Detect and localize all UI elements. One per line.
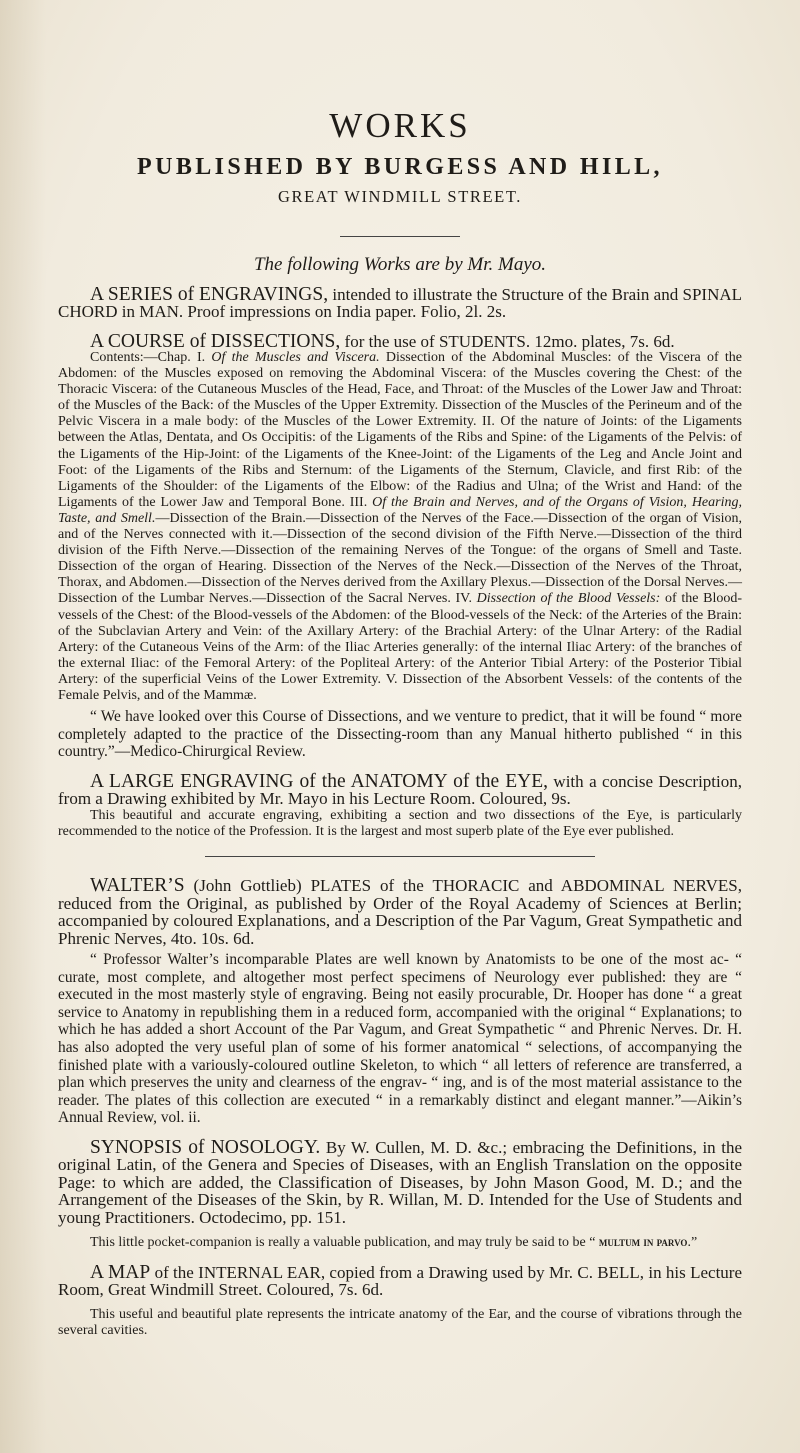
entry-details: By W. Cullen, M. D. &c.; embracing the Definitions, in the original Latin, of the Genera and Species of Diseases, with an English Translation on the opposite Page: to which are added, the Classification of Diseases, by John Mason Good, M. D.; and the Arrangement of the Diseases of the Skin, by R. Willan, M. D. Intended for the Use of Students and young Practitioners. Octodecimo, pp. 151. — [58, 1137, 742, 1227]
entry-details: (John Gottlieb) PLATES of the THORACIC and ABDOMINAL NERVES, reduced from the Original, as published by Order of the Royal Academy of Sciences at Berlin; accompanied by coloured Explanations, and a Description of the Par Vagum, Great Sympathetic and Phrenic Nerves, 4to. 10s. 6d. — [58, 876, 742, 948]
entry-description: This useful and beautiful plate represents the intricate anatomy of the Ear, and the course of vibrations through the several cavities. — [58, 1306, 742, 1338]
entry-description — [58, 1234, 742, 1251]
entry-title: SYNOPSIS of NOSOLOGY. — [90, 1136, 321, 1158]
entry-details: of the INTERNAL EAR, copied from a Drawing used by Mr. C. BELL, in his Lecture Room, Great Windmill Street. Coloured, 7s. 6d. — [58, 1262, 742, 1300]
entry-heading — [58, 770, 743, 809]
contents-text: —Dissection of the Brain.—Dissection of the Nerves of the Face.—Dissection of the organ of Vision, and of the Nerves connected with it.—Dissection of the second division of the Fifth Nerve.—Dissection of the third division of the Fifth Nerve.—Dissection of the remaining Nerves of the Tongue: of the organs of Smell and Taste. Dissection of the organ of Hearing. Dissection of the Nerves of the Neck.—Dissection of the Nerves of the Throat, Thorax, and Abdomen.—Dissection of the Nerves derived from the Axillary Plexus.—Dissection of the Dorsal Nerves.—Dissection of the Lumbar Nerves.—Dissection of the Sacral Nerves. IV. — [58, 510, 742, 607]
publisher-address: GREAT WINDMILL STREET. — [277, 187, 523, 206]
contents-chapter-title: Dissection of the Blood Vessels: — [476, 591, 661, 607]
publisher-line: PUBLISHED BY BURGESS AND HILL, — [137, 154, 663, 180]
entry-contents — [58, 350, 742, 704]
entry-heading — [58, 1261, 742, 1300]
entry-title: A LARGE ENGRAVING of the ANATOMY of the EYE, — [90, 770, 549, 792]
entry-engravings — [58, 283, 743, 321]
entry-details: for the use of STUDENTS. 12mo. plates, 7s. 6d. — [340, 331, 675, 351]
entry-title: A COURSE of DISSECTIONS, — [90, 330, 341, 352]
contents-chapter-title: Of the Muscles and Viscera. — [211, 350, 380, 365]
intro-line: The following Works are by Mr. Mayo. — [253, 253, 547, 275]
entry-heading — [58, 877, 742, 947]
entry-title: A SERIES of ENGRAVINGS, — [90, 283, 329, 305]
latin-phrase: multum in parvo — [598, 1234, 688, 1250]
description-text: .” — [687, 1235, 698, 1251]
entry-dissections — [58, 330, 742, 761]
page-title: WORKS — [329, 106, 471, 145]
review-quote: “ Professor Walter’s incomparable Plates are well known by Anatomists to be one of the most ac- “ curate, most complete, and altogether most perfect specimens of Neurology ever published: they are “ executed in the most masterly style of engraving. Being not easily procurable, Dr. Hooper has done “ a great service to Anatomy in republishing them in a reduced form, accompanied with the original “ Explanations; to which he has added a short Account of the Par Vagum, and Great Sympathetic “ and Phrenic Nerves. Dr. H. has also adopted the very useful plan of some of his former anatomical “ selections, of accompanying the finished plate with a variously-coloured outline Skeleton, to which “ all letters of reference are transferred, a plan which preserves the unity and clearness of the engrav- “ ing, and is of the most material assistance to the reader. The plates of this collection are executed “ in a remarkably distinct and elegant manner.”—Aikin’s Annual Review, vol. ii. — [58, 951, 742, 1127]
entry-title: A MAP — [90, 1261, 151, 1283]
entry-eye-engraving — [58, 770, 743, 840]
contents-text: of the Blood-vessels of the Chest: of the Blood-vessels of the Abdomen: of the Blood-vessels of the Neck: of the Arteries of the Brain: of the Subclavian Artery and Vein: of the Axillary Artery: of the Brachial Artery: of the Ulnar Artery: of the Radial Artery: of the Cutaneous Veins of the Arm: of the Iliac Arteries generally: of the internal Iliac Artery: of the branches of the external Iliac: of the Femoral Artery: of the Popliteal Artery: of the Anterior Tibial Artery: of the Posterior Tibial Artery: of the superficial Veins of the Lower Extremity. V. Dissection of the Absorbent Vessels: of the contents of the Female Pelvis, and of the Mammæ. — [58, 591, 742, 703]
entry-walter-plates — [58, 877, 742, 1127]
entry-title: WALTER’S — [90, 875, 185, 897]
review-quote: “ We have looked over this Course of Dissections, and we venture to predict, that it will be found “ more completely adapted to the practice of the Dissecting-room than any Manual hitherto published “ in this country.”—Medico-Chirurgical Review. — [58, 708, 742, 761]
contents-text: Contents:—Chap. I. — [90, 350, 212, 365]
divider — [205, 856, 595, 857]
entry-heading — [58, 283, 743, 321]
entry-heading — [58, 1136, 742, 1227]
entry-details: with a concise Description, from a Drawing exhibited by Mr. Mayo in his Lecture Room. Coloured, 9s. — [58, 771, 743, 809]
description-text: This little pocket-companion is really a valuable publication, and may truly be said to be “ — [90, 1235, 599, 1251]
entry-nosology — [58, 1136, 742, 1252]
entry-description: This beautiful and accurate engraving, exhibiting a section and two dissections of the Eye, is particularly recommended to the notice of the Profession. It is the largest and most superb plate of the Eye ever published. — [58, 807, 742, 839]
divider — [340, 236, 460, 237]
entry-heading — [58, 330, 742, 352]
contents-text: Dissection of the Abdominal Muscles: of the Viscera of the Abdomen: of the Muscles exposed on removing the Abdominal Viscera: of the Muscles covering the Chest: of the Thoracic Viscera: of the Cutaneous Muscles of the Head, Face, and Throat: of the Muscles of the Lower Jaw and Throat: of the Muscles of the Back: of the Muscles of the Upper Extremity. Dissection of the Muscles of the Perineum and of the Pelvic Viscera in a male body: of the Muscles of the Lower Extremity. II. Of the nature of Joints: of the Ligaments between the Atlas, Dentata, and Os Occipitis: of the Ligaments of the Ribs and Spine: of the Ligaments of the Pelvis: of the Ligaments of the Hip-Joint: of the Ligaments of the Knee-Joint: of the Ligaments of the Leg and Ancle Joint and Foot: of the Ligaments of the Ribs and Sternum: of the Ligaments of the Sternum, Clavicle, and first Rib: of the Ligaments of the Shoulder: of the Ligaments of the Elbow: of the Radius and Ulna; of the Wrist and Hand: of the Ligaments of the Lower Jaw and Temporal Bone. III. — [58, 350, 742, 510]
contents-chapter-title: Of the Brain and Nerves, and of the Organs of Vision, Hearing, Taste, and Smell. — [58, 494, 742, 526]
entry-ear-map — [58, 1261, 742, 1339]
entry-details: intended to illustrate the Structure of the Brain and SPINAL CHORD in MAN. Proof impressions on India paper. Folio, 2l. 2s. — [58, 284, 743, 321]
